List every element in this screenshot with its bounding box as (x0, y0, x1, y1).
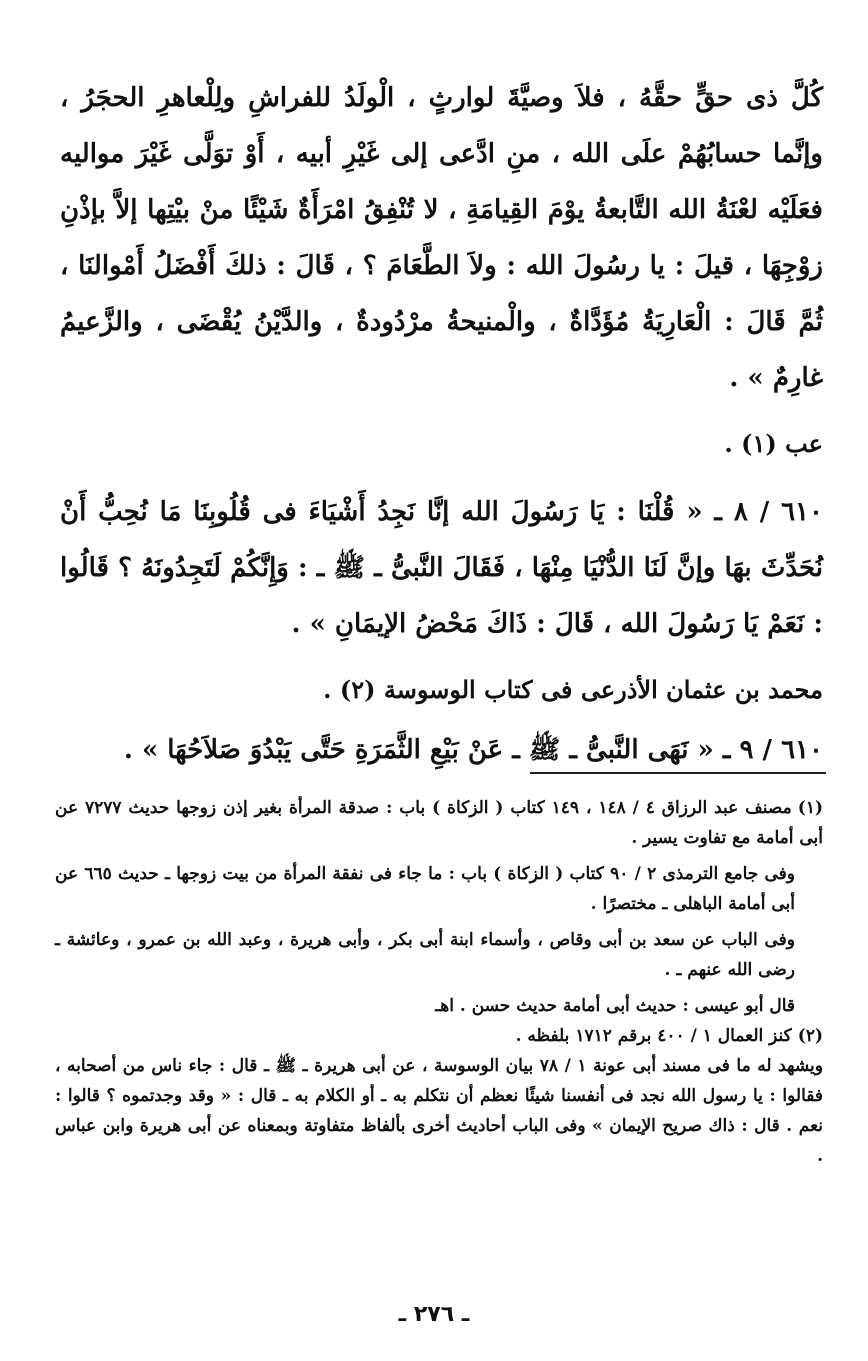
footnotes (55, 793, 823, 1171)
page-number: ـ ٢٧٦ ـ (398, 1302, 470, 1327)
footnote-1-line-3: وفى الباب عن سعد بن أبى وقاص ، وأسماء ابنة أبى بكر ، وأبى هريرة ، وعبد الله بن عمرو ، وعائشة ـ رضى الله عنهم ـ . (55, 930, 795, 980)
source-reference-1: عب (١) . (724, 429, 823, 458)
footnote-2-line-2: ويشهد له ما فى مسند أبى عونة ١ / ٧٨ بيان الوسوسة ، عن أبى هريرة ـ ﷺ ـ قال : جاء ناس من أصحابه ، فقالوا : يا رسول الله نجد فى أنفسنا شيئًا نعظم أن نتكلم به ـ أو الكلام به ـ قال : « وقد وجدتموه ؟ قالوا : نعم . قال : ذاك صريح الإيمان » وفى الباب أحاديث أخرى بألفاظ متفاوتة وبمعناه عن أبى هريرة وابن عباس . (55, 1056, 823, 1166)
footnote-2-number: (٢) (797, 1026, 823, 1046)
footnote-divider (530, 772, 826, 774)
hadith-paragraph-610-8: ٦١٠ / ٨ ـ « قُلْنَا : يَا رَسُولَ الله إنَّا نَجِدُ أَشْيَاءَ فى قُلُوبِنَا مَا نُحِبُّ أَنْ نُحَدِّثَ بهَا وإنَّ لَنَا الدُّنْيَا مِنْهَا ، فَقَالَ النَّبىُّ ـ ﷺ ـ : وَإِنَّكُمْ لَتَجِدُونَهُ ؟ قَالُوا : نَعَمْ يَا رَسُولَ الله ، قَالَ : ذَاكَ مَحْضُ الإيمَانِ » . (60, 497, 823, 639)
hadith-paragraph-continuation: كُلَّ ذى حقٍّ حقَّهُ ، فلاَ وصيَّةَ لوارثٍ ، الْولَدُ للفراشِ ولِلْعاهرِ الحجَرُ ، وإنَّما حسابُهُمْ علَى الله ، منِ ادَّعى إلى غَيْرِ أبيه ، أَوْ توَلَّى غَيْرَ مواليه فعَلَيْه لعْنَةُ الله التَّابعةُ يوْمَ القِيامَةِ ، لا تُنْفِقُ امْرَأَةٌ شَيْئًا منْ بيْتِها إلاَّ بإذْنِ زوْجِهَا ، قيلَ : يا رسُولَ الله : ولاَ الطَّعَامَ ؟ ، قَالَ : ذلكَ أَفْضَلُ أَمْوالنَا ، ثُمَّ قَالَ : الْعَارِيَةُ مُؤَدَّاةٌ ، والْمنيحةُ مرْدُودةٌ ، والدَّيْنُ يُقْضَى ، والزَّعيمُ غارِمٌ » . (60, 83, 823, 393)
footnote-1-number: (١) (797, 798, 823, 818)
source-reference-2: محمد بن عثمان الأذرعى فى كتاب الوسوسة (٢) . (323, 675, 823, 704)
footnote-1-line-1 (55, 793, 823, 853)
hadith-paragraph-610-9: ٦١٠ / ٩ ـ « نَهَى النَّبىُّ ـ ﷺ ـ عَنْ بَيْعِ الثَّمَرَةِ حَتَّى يَبْدُوَ صَلاَحُهَا » . (123, 735, 823, 765)
footnote-1-line-4: قال أبو عيسى : حديث أبى أمامة حديث حسن . اهـ (435, 996, 795, 1016)
footnote-1-text: مصنف عبد الرزاق ٤ / ١٤٨ ، ١٤٩ كتاب ( الزكاة ) باب : صدقة المرأة بغير إذن زوجها حديث ٧٢٧٧ عن أبى أمامة مع تفاوت يسير . (55, 798, 823, 848)
footnote-1-line-2: وفى جامع الترمذى ٢ / ٩٠ كتاب ( الزكاة ) باب : ما جاء فى نفقة المرأة من بيت زوجها ـ حديث ٦٦٥ عن أبى أمامة الباهلى ـ مختصرًا . (55, 864, 795, 914)
footnote-2-text: كنز العمال ١ / ٤٠٠ برقم ١٧١٢ بلفظه . (515, 1026, 792, 1046)
footnote-2-line-1 (55, 1021, 823, 1051)
main-text (60, 70, 823, 778)
